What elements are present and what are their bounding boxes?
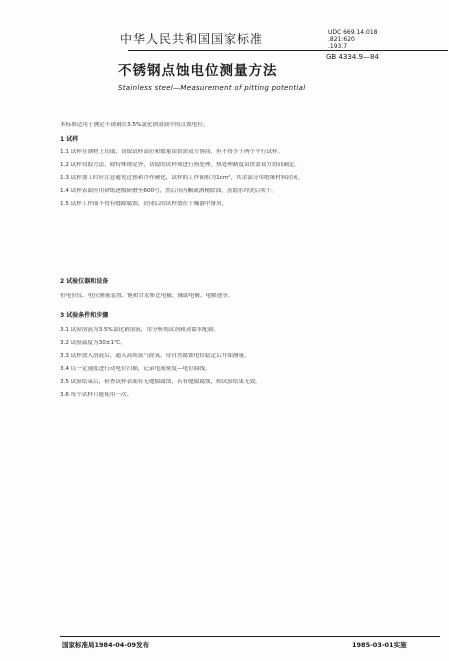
footer-rule <box>60 636 440 637</box>
issue-date: 国家标准局1984-04-09发布 <box>62 641 150 649</box>
udc-line: .193.7 <box>328 43 348 50</box>
paragraph: 3.1 试验溶液为3.5%氯化钠溶液，用分析纯试剂和蒸馏水配制。 <box>60 327 220 333</box>
document-body <box>60 122 440 399</box>
implementation-date: 1985-03-01实施 <box>352 641 407 649</box>
section-heading: 2 试验仪器和设备 <box>60 278 109 285</box>
paragraph: 1.2 试样切取方法，除特殊规定外，切取的试样须进行热处理，热处理制度由供需双方协商确定。 <box>60 162 301 168</box>
udc-line: UDC 669.14.018 <box>328 29 378 36</box>
english-title: Stainless steel—Measurement of pitting potential <box>118 84 306 92</box>
paragraph: 3.2 试验温度为30±1℃。 <box>60 340 126 346</box>
paragraph: 3.4 以一定速度进行动电位扫描，记录电流密度—电位曲线。 <box>60 366 211 372</box>
gb-number: GB 4334.9—84 <box>326 53 379 61</box>
document-title: 不锈钢点蚀电位测量方法 <box>118 63 278 79</box>
standard-country-header: 中华人民共和国国家标准 <box>120 32 264 46</box>
paragraph: 恒电位仪、电位测量装置、饱和甘汞参比电极、辅助电极、电解池等。 <box>60 293 234 299</box>
paragraph: 1.4 试样表面应用砂纸逐级研磨至600号，然后用丙酮或酒精除油，蒸馏水冲洗后吹干。 <box>60 188 278 194</box>
paragraph: 1.1 试样在钢材上切取，切取试样部位和数量由供需双方协商，但不得少于两个平行试样。 <box>60 149 284 155</box>
intro-paragraph: 本标准适用于测定不锈钢在3.5%氯化钠溶液中的点蚀电位。 <box>60 122 209 128</box>
udc-number <box>328 29 438 50</box>
paragraph: 3.3 试样放入溶液后，通入高纯氮气除氧，待自然腐蚀电位稳定后开始测量。 <box>60 353 250 359</box>
section-heading: 3 试验条件和步骤 <box>60 312 109 319</box>
section-heading: 1 试样 <box>60 136 79 143</box>
paragraph: 1.5 试样工作面不得有缝隙腐蚀，封闭后的试样放在干燥器中备用。 <box>60 201 228 207</box>
udc-line: .821:620 <box>328 36 355 43</box>
paragraph: 3.6 每个试样只能使用一次。 <box>60 392 133 398</box>
paragraph: 3.5 试验结束后，检查试样表面有无缝隙腐蚀，若有缝隙腐蚀，则试验结果无效。 <box>60 379 261 385</box>
header-rule <box>128 50 448 51</box>
paragraph: 1.3 试样加工时应注意避免过热和冷作硬化，试样的工作面积为1cm²，其余部分用绝缘材料封闭。 <box>60 175 304 181</box>
